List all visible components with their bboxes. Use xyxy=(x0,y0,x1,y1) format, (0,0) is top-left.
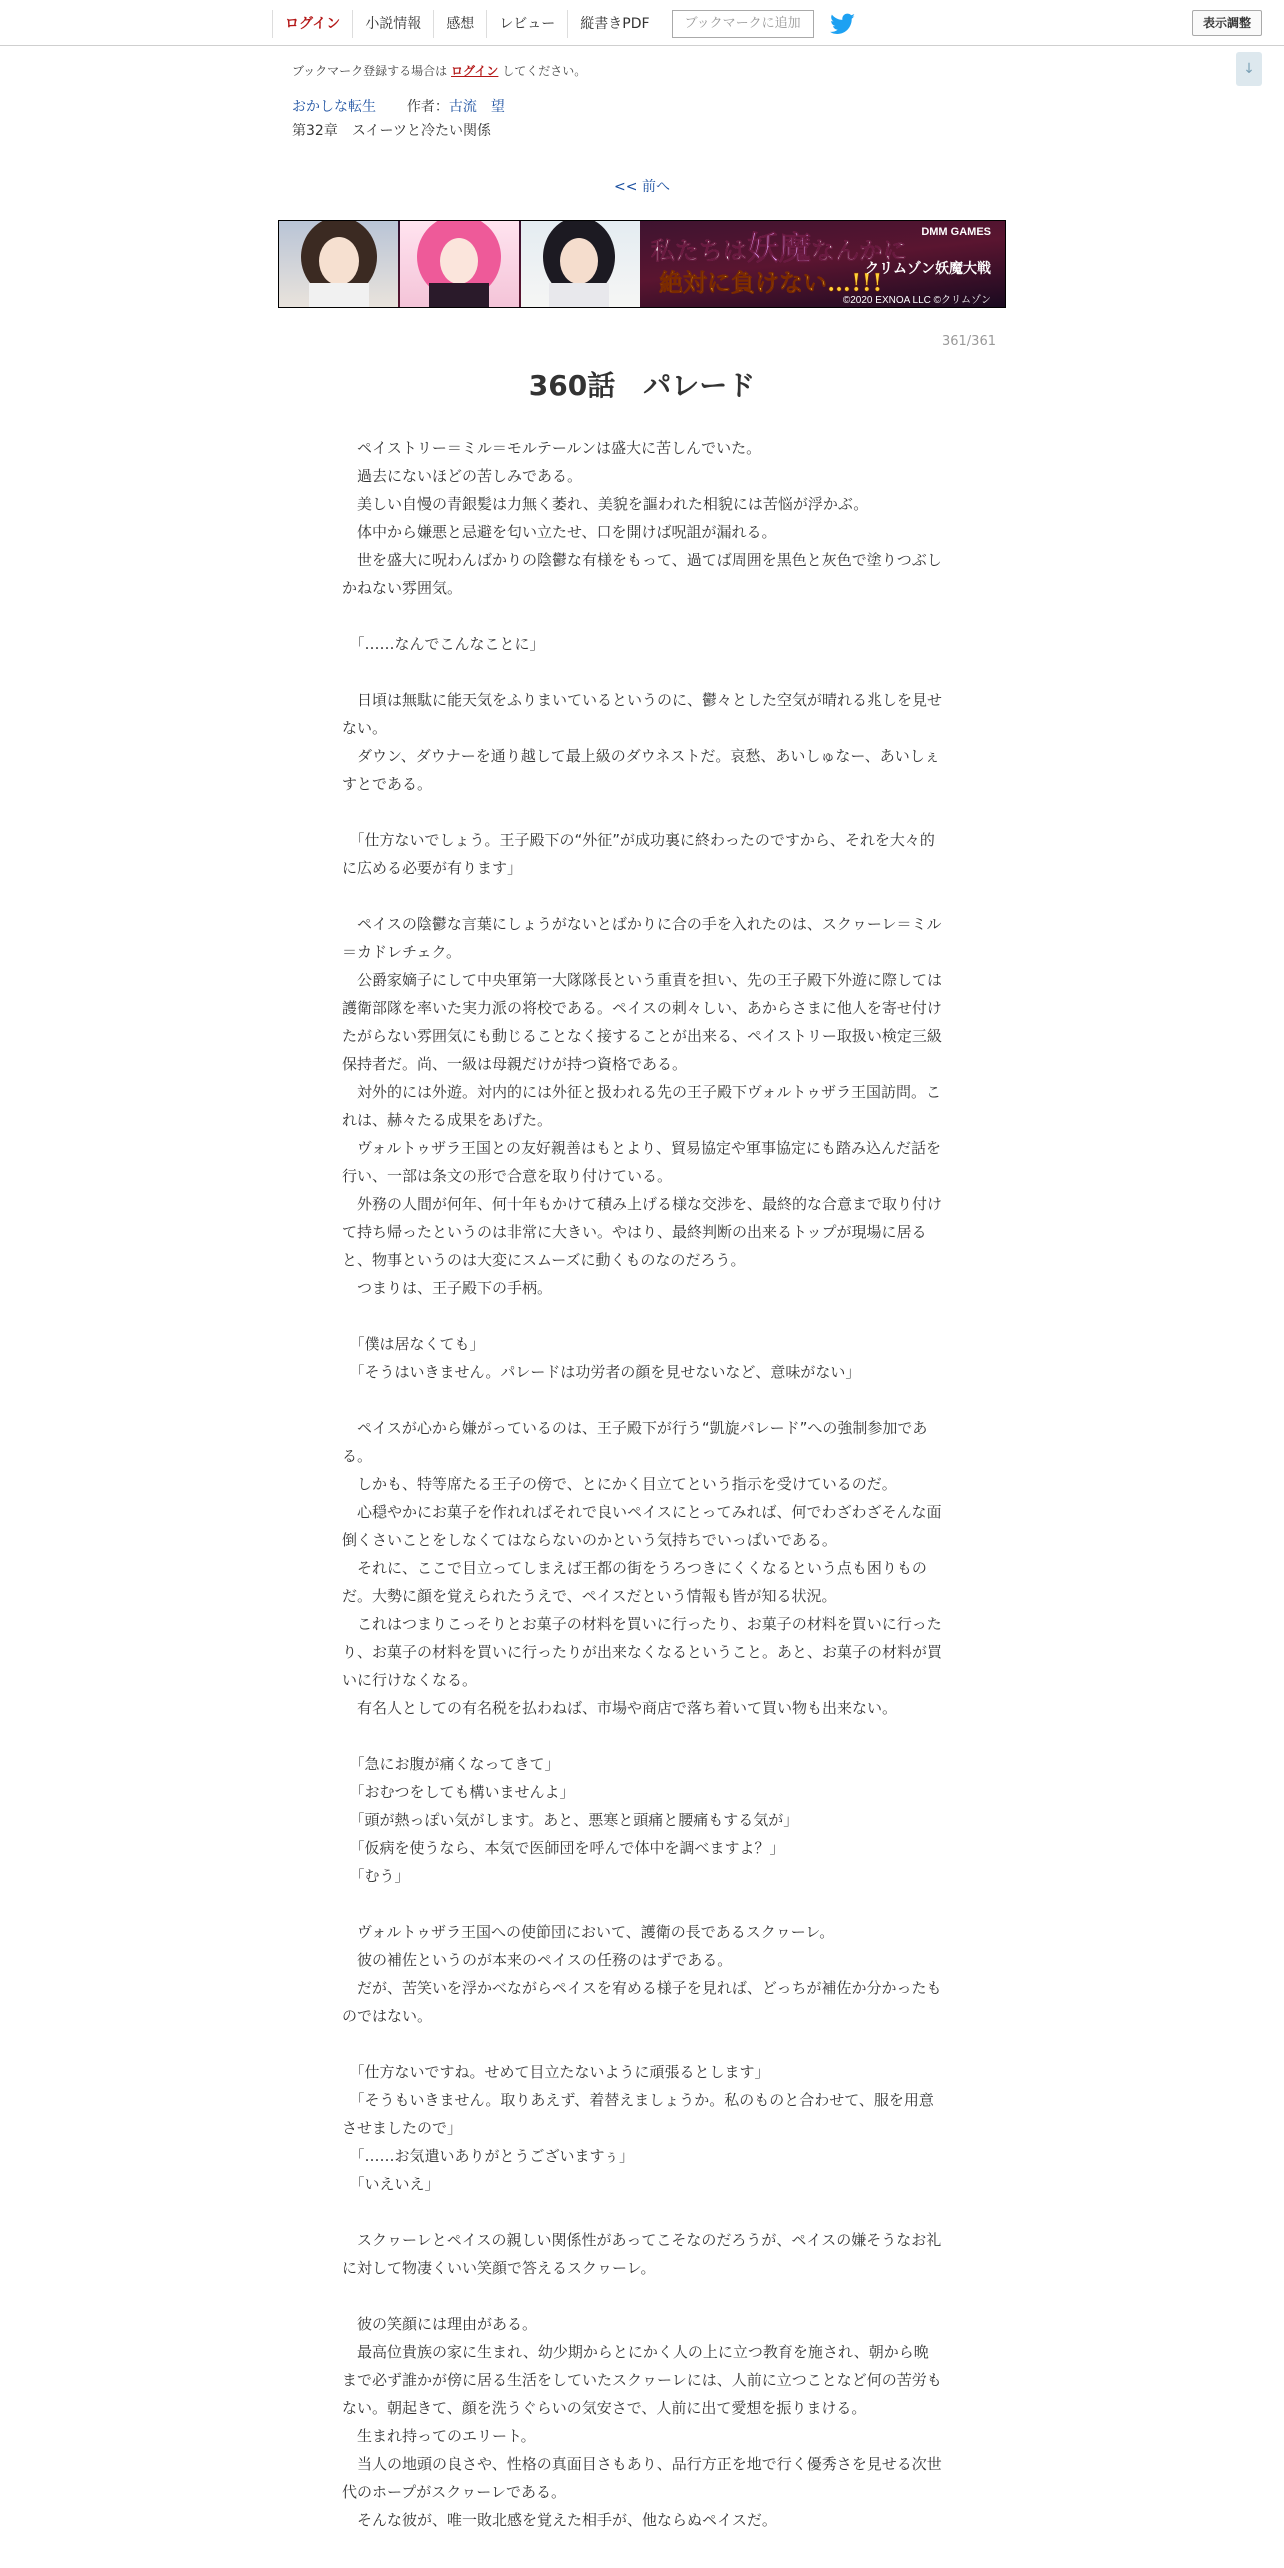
novel-info-link[interactable]: 小説情報 xyxy=(352,10,433,38)
body-paragraph: ヴォルトゥザラ王国との友好親善はもとより、貿易協定や軍事協定にも踏み込んだ話を行い、一部は条文の形で合意を取り付けている。 xyxy=(342,1139,942,1185)
ad-banner[interactable] xyxy=(278,220,1006,308)
body-paragraph xyxy=(342,798,942,826)
banner-headline-1a: 私たちは xyxy=(651,236,747,265)
banner-headline-1b: 妖魔 xyxy=(747,229,812,267)
notice-login-link[interactable]: ログイン xyxy=(451,64,499,78)
body-paragraph: しかも、特等席たる王子の傍で、とにかく目立てという指示を受けているのだ。 xyxy=(342,1475,897,1493)
body-paragraph: だが、苦笑いを浮かべながらペイスを宥める様子を見れば、どっちが補佐か分かったものではない。 xyxy=(342,1979,942,2025)
body-paragraph: ペイスが心から嫌がっているのは、王子殿下が行う“凱旋パレード”への強制参加である。 xyxy=(342,1419,928,1465)
body-paragraph: 「いえいえ」 xyxy=(342,2175,440,2193)
body-paragraph xyxy=(342,602,942,630)
impressions-link[interactable]: 感想 xyxy=(433,10,486,38)
body-paragraph: 「急にお腹が痛くなってきて」 xyxy=(342,1755,560,1773)
author-label: 作者： xyxy=(406,99,449,115)
body-paragraph xyxy=(342,2030,942,2058)
body-paragraph xyxy=(342,1386,942,1414)
body-paragraph: ダウン、ダウナーを通り越して最上級のダウネストだ。哀愁、あいしゅなー、あいしぇすとである。 xyxy=(342,747,940,793)
body-paragraph: それに、ここで目立ってしまえば王都の街をうろつきにくくなるという点も困りものだ。大勢に顔を覚えられたうえで、ペイスだという情報も皆が知る状況。 xyxy=(342,1559,927,1605)
body-paragraph xyxy=(342,2282,942,2310)
body-paragraph xyxy=(342,1722,942,1750)
body-paragraph: つまりは、王子殿下の手柄。 xyxy=(342,1279,553,1297)
body-paragraph xyxy=(342,882,942,910)
episode-counter: 361/361 xyxy=(941,334,996,349)
body-paragraph: 公爵家嫡子にして中央軍第一大隊隊長という重責を担い、先の王子殿下外遊に際しては護衛部隊を率いた実力派の将校である。ペイスの刺々しい、あからさまに他人を寄せ付けたがらない雰囲気にも動じることなく接することが出来る、ペイストリー取扱い検定三級保持者だ。尚、一級は母親だけが持つ資格である。 xyxy=(342,971,943,1073)
body-paragraph: 「……お気遣いありがとうございますぅ」 xyxy=(342,2147,635,2165)
body-paragraph: 「仕方ないですね。せめて目立たないように頑張るとします」 xyxy=(342,2063,770,2081)
body-paragraph: 彼の笑顔には理由がある。 xyxy=(342,2315,538,2333)
body-paragraph: 「頭が熱っぽい気がします。あと、悪寒と頭痛と腰痛もする気が」 xyxy=(342,1811,799,1829)
body-paragraph: 「むう」 xyxy=(342,1867,410,1885)
login-link[interactable]: ログイン xyxy=(272,10,352,38)
banner-copyright: ©2020 EXNOA LLC ©クリムゾン xyxy=(842,295,991,306)
scroll-down-icon[interactable]: ↓ xyxy=(1236,52,1262,86)
body-paragraph: 体中から嫌悪と忌避を匂い立たせ、口を開けば呪詛が漏れる。 xyxy=(342,523,777,541)
top-navigation-bar xyxy=(0,0,1284,46)
body-paragraph xyxy=(342,658,942,686)
banner-game-title: クリムゾン妖魔大戦 xyxy=(865,261,991,277)
body-paragraph: 「そうはいきません。パレードは功労者の顔を見せないなど、意味がない」 xyxy=(342,1363,861,1381)
body-paragraph: 過去にないほどの苦しみである。 xyxy=(342,467,583,485)
banner-brand: DMM GAMES xyxy=(921,226,991,238)
body-paragraph xyxy=(342,2198,942,2226)
body-paragraph: ヴォルトゥザラ王国への使節団において、護衛の長であるスクヮーレ。 xyxy=(342,1923,835,1941)
vertical-pdf-link[interactable]: 縦書きPDF xyxy=(567,10,661,38)
body-paragraph: 対外的には外遊。対内的には外征と扱われる先の王子殿下ヴォルトゥザラ王国訪問。これは、赫々たる成果をあげた。 xyxy=(342,1083,942,1129)
body-paragraph: 彼の補佐というのが本来のペイスの任務のはずである。 xyxy=(342,1951,733,1969)
episode-title: 360話 パレード xyxy=(528,369,756,402)
body-paragraph: スクヮーレとペイスの親しい関係性があってこそなのだろうが、ペイスの嫌そうなお礼に対して物凄くいい笑顔で答えるスクヮーレ。 xyxy=(342,2231,942,2277)
notice-prefix: ブックマーク登録する場合は xyxy=(292,64,448,78)
body-paragraph: 「……なんでこんなことに」 xyxy=(342,635,545,653)
body-paragraph: 外務の人間が何年、何十年もかけて積み上げる様な交渉を、最終的な合意まで取り付けて持ち帰ったというのは非常に大きい。やはり、最終判断の出来るトップが現場に居ると、物事というのは大変にスムーズに動くものなのだろう。 xyxy=(342,1195,943,1269)
body-paragraph: 「仮病を使うなら、本気で医師団を呼んで体中を調べますよ？」 xyxy=(342,1839,785,1857)
add-bookmark-button[interactable]: ブックマークに追加 xyxy=(672,10,814,38)
review-link[interactable]: レビュー xyxy=(486,10,567,38)
body-paragraph: これはつまりこっそりとお菓子の材料を買いに行ったり、お菓子の材料を買いに行ったり、お菓子の材料を買いに行ったりが出来なくなるということ。あと、お菓子の材料が買いに行けなくなる。 xyxy=(342,1615,943,1689)
author-link[interactable]: 古流 望 xyxy=(448,99,505,115)
body-paragraph: 美しい自慢の青銀髪は力無く萎れ、美貌を謳われた相貌には苦悩が浮かぶ。 xyxy=(342,495,869,513)
body-paragraph: 有名人としての有名税を払わねば、市場や商店で落ち着いて買い物も出来ない。 xyxy=(342,1699,898,1717)
body-paragraph: 「おむつをしても構いませんよ」 xyxy=(342,1783,575,1801)
banner-headline-1c: なんかに xyxy=(811,236,908,265)
twitter-bird-icon[interactable] xyxy=(830,13,856,35)
body-paragraph: 最高位貴族の家に生まれ、幼少期からとにかく人の上に立つ教育を施され、朝から晩まで必ず誰かが傍に居る生活をしていたスクヮーレには、人前に立つことなど何の苦労もない。朝起きて、顔を洗うぐらいの気安さで、人前に出て愛想を振りまける。 xyxy=(342,2343,942,2417)
body-paragraph xyxy=(342,1890,942,1918)
body-paragraph: 「僕は居なくても」 xyxy=(342,1335,485,1353)
series-title-link[interactable]: おかしな転生 xyxy=(292,99,376,115)
body-paragraph: 日頃は無駄に能天気をふりまいているというのに、鬱々とした空気が晴れる兆しを見せない。 xyxy=(342,691,943,737)
novel-meta xyxy=(292,96,505,116)
body-paragraph: ペイスの陰鬱な言葉にしょうがないとばかりに合の手を入れたのは、スクヮーレ＝ミル＝カドレチェク。 xyxy=(342,915,942,961)
chapter-title: 第32章 スイーツと冷たい関係 xyxy=(292,123,491,139)
bookmark-login-notice xyxy=(292,62,586,79)
body-paragraph: そんな彼が、唯一敗北感を覚えた相手が、他ならぬペイスだ。 xyxy=(342,2511,777,2529)
body-paragraph: 生まれ持ってのエリート。 xyxy=(342,2427,536,2445)
body-paragraph: ペイストリー＝ミル＝モルテールンは盛大に苦しんでいた。 xyxy=(342,439,762,457)
body-paragraph: 「そうもいきません。取りあえず、着替えましょうか。私のものと合わせて、服を用意させましたので」 xyxy=(342,2091,934,2137)
top-nav xyxy=(272,6,856,42)
banner-headline-2: 絶対に負けない…!!! xyxy=(659,268,883,297)
body-paragraph xyxy=(342,1302,942,1330)
body-paragraph: 「仕方ないでしょう。王子殿下の“外征”が成功裏に終わったのですから、それを大々的に広める必要が有ります」 xyxy=(342,831,935,877)
notice-suffix: してください。 xyxy=(502,64,587,78)
novel-body xyxy=(342,434,942,2534)
body-paragraph: 世を盛大に呪わんばかりの陰鬱な有様をもって、過てば周囲を黒色と灰色で塗りつぶしかねない雰囲気。 xyxy=(342,551,942,597)
display-settings-button[interactable]: 表示調整 xyxy=(1192,10,1262,36)
body-paragraph: 心穏やかにお菓子を作れればそれで良いペイスにとってみれば、何でわざわざそんな面倒くさいことをしなくてはならないのかという気持ちでいっぱいである。 xyxy=(342,1503,942,1549)
body-paragraph: 当人の地頭の良さや、性格の真面目さもあり、品行方正を地で行く優秀さを見せる次世代のホープがスクヮーレである。 xyxy=(342,2455,942,2501)
prev-page-link[interactable]: << 前へ xyxy=(614,179,670,195)
